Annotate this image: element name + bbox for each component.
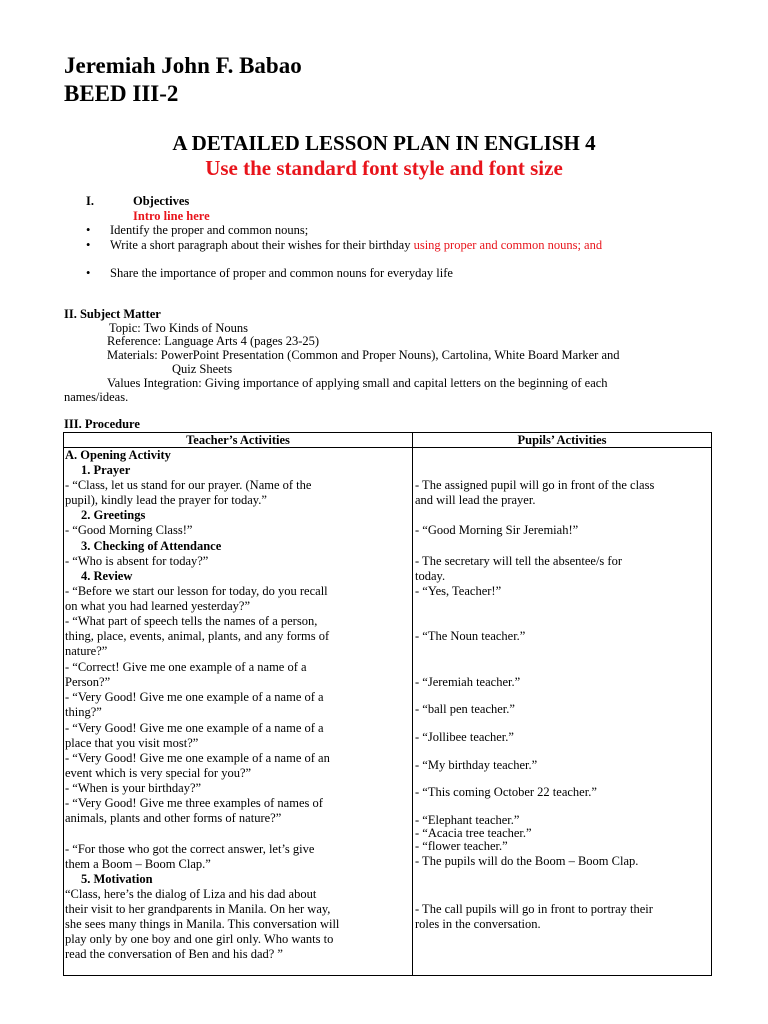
pupils-activities-header: Pupils’ Activities xyxy=(413,433,712,448)
subsection-review: 4. Review xyxy=(81,569,133,583)
subject-reference: Reference: Language Arts 4 (pages 23-25) xyxy=(107,334,320,348)
procedure-heading: III. Procedure xyxy=(64,417,140,431)
teacher-line: pupil), kindly lead the prayer for today.” xyxy=(65,493,267,507)
subsection-prayer: 1. Prayer xyxy=(81,463,131,477)
subsection-attendance: 3. Checking of Attendance xyxy=(81,539,222,553)
pupil-line: - The call pupils will go in front to portray their xyxy=(415,902,653,916)
pupil-line: - “Good Morning Sir Jeremiah!” xyxy=(415,523,579,537)
pupil-line: - “flower teacher.” xyxy=(415,839,508,853)
teacher-line: read the conversation of Ben and his dad? ” xyxy=(65,947,283,961)
pupil-line: - “Elephant teacher.” xyxy=(415,813,520,827)
section-opening-activity: A. Opening Activity xyxy=(65,448,171,462)
teacher-line: animals, plants and other forms of nature?” xyxy=(65,811,282,825)
teacher-line: - “Correct! Give me one example of a name of a xyxy=(65,660,307,674)
pupil-line: - “My birthday teacher.” xyxy=(415,758,538,772)
objectives-intro: Intro line here xyxy=(133,209,210,223)
objective-item-3: • Share the importance of proper and common nouns for everyday life xyxy=(110,266,453,281)
subject-values: Values Integration: Giving importance of applying small and capital letters on the beginning of each xyxy=(107,376,608,390)
pupil-line: - The pupils will do the Boom – Boom Clap. xyxy=(415,854,639,868)
pupil-line: - The assigned pupil will go in front of the class xyxy=(415,478,655,492)
objectives-numeral: I. xyxy=(86,194,94,208)
teacher-line: Person?” xyxy=(65,675,111,689)
teacher-line: - “Who is absent for today?” xyxy=(65,554,209,568)
teacher-line: nature?” xyxy=(65,644,108,658)
teacher-line: “Class, here’s the dialog of Liza and his dad about xyxy=(65,887,317,901)
pupil-line: - “This coming October 22 teacher.” xyxy=(415,785,597,799)
teacher-line: - “Very Good! Give me three examples of names of xyxy=(65,796,323,810)
pupils-activities-column xyxy=(413,448,711,975)
objective-item-1: • Identify the proper and common nouns; xyxy=(110,223,308,238)
author-name: Jeremiah John F. Babao xyxy=(64,53,302,78)
teacher-line: - “Very Good! Give me one example of a name of an xyxy=(65,751,330,765)
teacher-line: them a Boom – Boom Clap.” xyxy=(65,857,211,871)
teacher-activities-column xyxy=(64,448,412,975)
subsection-motivation: 5. Motivation xyxy=(81,872,153,886)
pupil-line: roles in the conversation. xyxy=(415,917,541,931)
teacher-line: - “What part of speech tells the names of a person, xyxy=(65,614,318,628)
teacher-line: thing?” xyxy=(65,705,102,719)
subject-materials: Materials: PowerPoint Presentation (Common and Proper Nouns), Cartolina, White Board Marker and xyxy=(107,348,620,362)
teacher-line: - “Very Good! Give me one example of a name of a xyxy=(65,690,324,704)
table-header-row xyxy=(64,433,712,448)
table-body-row xyxy=(64,448,712,976)
teacher-line: on what you had learned yesterday?” xyxy=(65,599,250,613)
teacher-line: play only by one boy and one girl only. Who wants to xyxy=(65,932,334,946)
subsection-greetings: 2. Greetings xyxy=(81,508,146,522)
pupil-line: today. xyxy=(415,569,446,583)
subject-topic: Topic: Two Kinds of Nouns xyxy=(109,321,248,335)
teacher-line: she sees many things in Manila. This conversation will xyxy=(65,917,340,931)
teacher-line: - “For those who got the correct answer, let’s give xyxy=(65,842,315,856)
pupil-line: and will lead the prayer. xyxy=(415,493,536,507)
pupil-line: - “Jeremiah teacher.” xyxy=(415,675,521,689)
teacher-activities-header: Teacher’s Activities xyxy=(64,433,413,448)
subject-materials-cont: Quiz Sheets xyxy=(172,362,233,376)
pupil-line: - “Yes, Teacher!” xyxy=(415,584,502,598)
pupils-activities-cell xyxy=(413,448,712,976)
teacher-line: event which is very special for you?” xyxy=(65,766,252,780)
pupil-line: - “Acacia tree teacher.” xyxy=(415,826,532,840)
objectives-heading: Objectives xyxy=(133,194,190,208)
procedure-table xyxy=(63,432,712,976)
teacher-activities-cell xyxy=(64,448,413,976)
subject-matter-heading: II. Subject Matter xyxy=(64,307,161,321)
teacher-line: their visit to her grandparents in Manila. On her way, xyxy=(65,902,331,916)
teacher-line: - “Class, let us stand for our prayer. (Name of the xyxy=(65,478,312,492)
pupil-line: - “Jollibee teacher.” xyxy=(415,730,514,744)
pupil-line: - “The Noun teacher.” xyxy=(415,629,526,643)
objective-item-2-text: Write a short paragraph about their wishes for their birthday xyxy=(110,238,411,252)
teacher-line: thing, place, events, animal, plants, and any forms of xyxy=(65,629,330,643)
subject-values-cont: names/ideas. xyxy=(64,390,129,404)
teacher-line: - “When is your birthday?” xyxy=(65,781,202,795)
pupil-line: - The secretary will tell the absentee/s for xyxy=(415,554,622,568)
objective-item-2-highlight: using proper and common nouns; and xyxy=(413,238,603,252)
teacher-line: - “Before we start our lesson for today, do you recall xyxy=(65,584,328,598)
objective-item-2 xyxy=(110,238,602,253)
teacher-line: - “Very Good! Give me one example of a name of a xyxy=(65,721,324,735)
document-subtitle: Use the standard font style and font size xyxy=(205,156,563,180)
teacher-line: place that you visit most?” xyxy=(65,736,199,750)
teacher-line: - “Good Morning Class!” xyxy=(65,523,193,537)
document-title: A DETAILED LESSON PLAN IN ENGLISH 4 xyxy=(172,131,596,155)
course-section: BEED III-2 xyxy=(64,81,179,106)
pupil-line: - “ball pen teacher.” xyxy=(415,702,515,716)
